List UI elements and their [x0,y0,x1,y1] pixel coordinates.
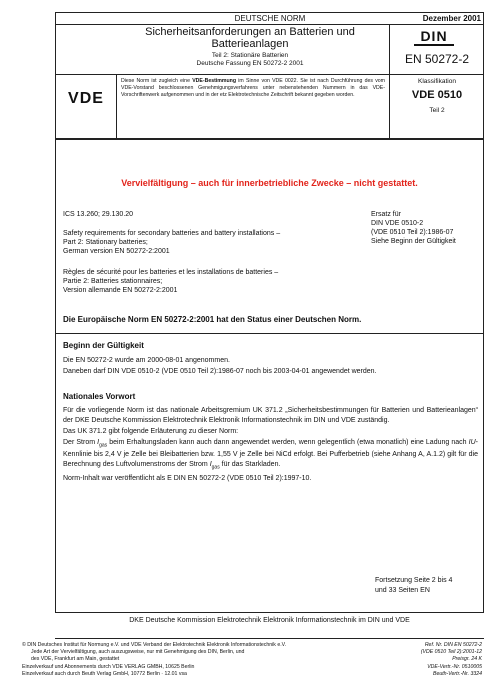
classification-number: VDE 0510 [411,89,463,101]
current-symbol-1: I [97,438,100,446]
english-title [63,229,363,256]
validity-heading: Beginn der Gültigkeit [63,341,144,350]
classification-label: Klassifikation [418,78,456,85]
french-title-line-3: Version allemande EN 50272-2:2001 [63,287,178,294]
english-title-line-2: Part 2: Stationary batteries; [63,239,148,246]
current-symbol-2: I [209,460,212,468]
document-title: Sicherheitsanforderungen an Batterien und Batterieanlagen [145,26,355,50]
french-title-line-1: Règles de sécurité pour les batteries et les installations de batteries – [63,269,279,276]
footer-right-line-2: (VDE 0510 Teil 2):2001-12 [420,649,482,656]
norm-date: Dezember 2001 [422,14,481,23]
vde-notice [121,78,385,98]
footer-right [384,642,482,678]
continuation-line-1: Fortsetzung Seite 2 bis 4 [375,577,453,584]
replacement-line-4: Siehe Beginn der Gültigkeit [371,238,456,245]
norm-number: EN 50272-2 [404,52,470,66]
validity-text [63,355,478,377]
footer-left-line-5: Einzelverkauf auch durch Beuth Verlag GmbH, 10772 Berlin · 12.01 vsa [22,670,187,677]
footer-right-line-4: VDE-Vertr.-Nr. 0510005 [427,663,482,670]
vde-notice-pre: Diese Norm ist zugleich eine [121,78,193,84]
footer-left-line-4: Einzelverkauf und Abonnements durch VDE VERLAG GMBH, 10625 Berlin [22,663,195,670]
foreword-paragraph-2: Das UK 371.2 gibt folgende Erläuterung zu dieser Norm: [63,427,239,435]
english-title-line-1: Safety requirements for secondary batteries and battery installations – [63,230,281,237]
current-subscript-2: gas [211,464,220,471]
dke-line: DKE Deutsche Kommission Elektrotechnik Elektronik Informationstechnik im DIN und VDE [129,617,410,624]
footer-left-line-1: © DIN Deutsches Institut für Normung e.V. und VDE Verband der Elektrotechnik Elektronik Informationstechnik e.V. [22,642,287,648]
foreword-paragraph-3 [63,438,478,473]
foreword-heading: Nationales Vorwort [63,392,136,401]
french-title-line-2: Partie 2: Batteries stationnaires; [63,278,163,285]
curve-symbol: IU [468,438,476,446]
foreword-paragraph-1: Für die vorliegende Norm ist das nationale Arbeitsgremium UK 371.2 „Sicherheitsbestimmungen für Batterien und Batterieanlagen“ der DKE Deutsche Kommission Elektrotechnik Elektronik Informationstechnik im DIN und VDE zuständig. [63,407,478,424]
replacement-line-3: (VDE 0510 Teil 2):1986-07 [371,229,454,236]
replacement-block [371,210,481,246]
header-vertical-left [116,74,117,139]
norm-type: DEUTSCHE NORM [234,14,306,23]
footer-divider [55,638,484,639]
foreword-paragraph-4: Norm-Inhalt war veröffentlicht als E DIN EN 50272-2 (VDE 0510 Teil 2):1997-10. [63,475,312,483]
current-subscript-1: gas [99,441,108,448]
continuation-line-2: und 33 Seiten EN [375,587,430,594]
french-title [63,268,363,295]
footer-right-line-1: Ref. Nr. DIN EN 50272-2 [424,642,482,648]
footer-right-line-5: Beuth-Vertr.-Nr. 3324 [432,670,482,677]
validity-line-2: Daneben darf DIN VDE 0510-2 (VDE 0510 Teil 2):1986-07 noch bis 2003-04-01 angewendet werden. [63,368,377,375]
header-vertical-right [389,24,390,139]
replacement-line-2: DIN VDE 0510-2 [371,220,424,227]
foreword-p3-d: für das Starkladen. [219,460,281,468]
footer-left-line-3: des VDE, Frankfurt am Main, gestattet [31,656,120,663]
ics-code: ICS 13.260; 29.130.20 [63,211,134,218]
foreword-p3-b: beim Erhaltungsladen kann auch dann angewendet werden, wenn gelegentlich (etwa monatlich) eine Ladung nach [107,438,469,446]
validity-line-1: Die EN 50272-2 wurde am 2000-08-01 angenommen. [63,357,230,364]
footer-left-line-2: Jede Art der Vervielfältigung, auch auszugsweise, nur mit Genehmigung des DIN, Berlin, und [31,649,245,656]
replacement-line-1: Ersatz für [371,211,401,218]
continuation-note [375,576,481,596]
classification-part: Teil 2 [429,107,445,114]
vde-notice-post: im Sinne von VDE 0022. Sie ist nach Durchführung des vom VDE-Vorstand beschlossenen Genehmigungsverfahrens unter nebenstehenden Nummern in das VDE-Vorschriftenwerk aufgenommen und in der etz Elektrotechnische Zeitschrift bekannt gegeben worden. [121,78,385,98]
header-divider-mid [55,74,484,75]
foreword-p3-a: Der Strom [63,438,98,446]
status-statement: Die Europäische Norm EN 50272-2:2001 hat den Status einer Deutschen Norm. [63,315,362,324]
document-part: Teil 2: Stationäre Batterien [211,52,289,59]
foreword-p3-c: -Kennlinie bis 2,4 V je Zelle bei Bleibatterien bzw. 1,55 V je Zelle bei NiCd erfolgt. Bei Pufferbetrieb (siehe Anhang A, A.1.2) gilt für die Berechnung des Luftvolumenstroms der Strom [63,438,478,468]
section-divider [55,333,484,334]
din-logo: DIN [414,28,454,46]
german-version: Deutsche Fassung EN 50272-2 2001 [196,60,304,67]
copy-warning: Vervielfältigung – auch für innerbetriebliche Zwecke – nicht gestattet. [121,178,418,188]
vde-logo: VDE [68,90,104,107]
vde-notice-bold: VDE-Bestimmung [192,78,237,84]
footer-right-line-3: Preisgr. 24 K [452,656,482,663]
header-divider-top [55,24,484,25]
footer-left [22,642,367,678]
english-title-line-3: German version EN 50272-2:2001 [63,248,170,255]
foreword-body [63,406,478,484]
